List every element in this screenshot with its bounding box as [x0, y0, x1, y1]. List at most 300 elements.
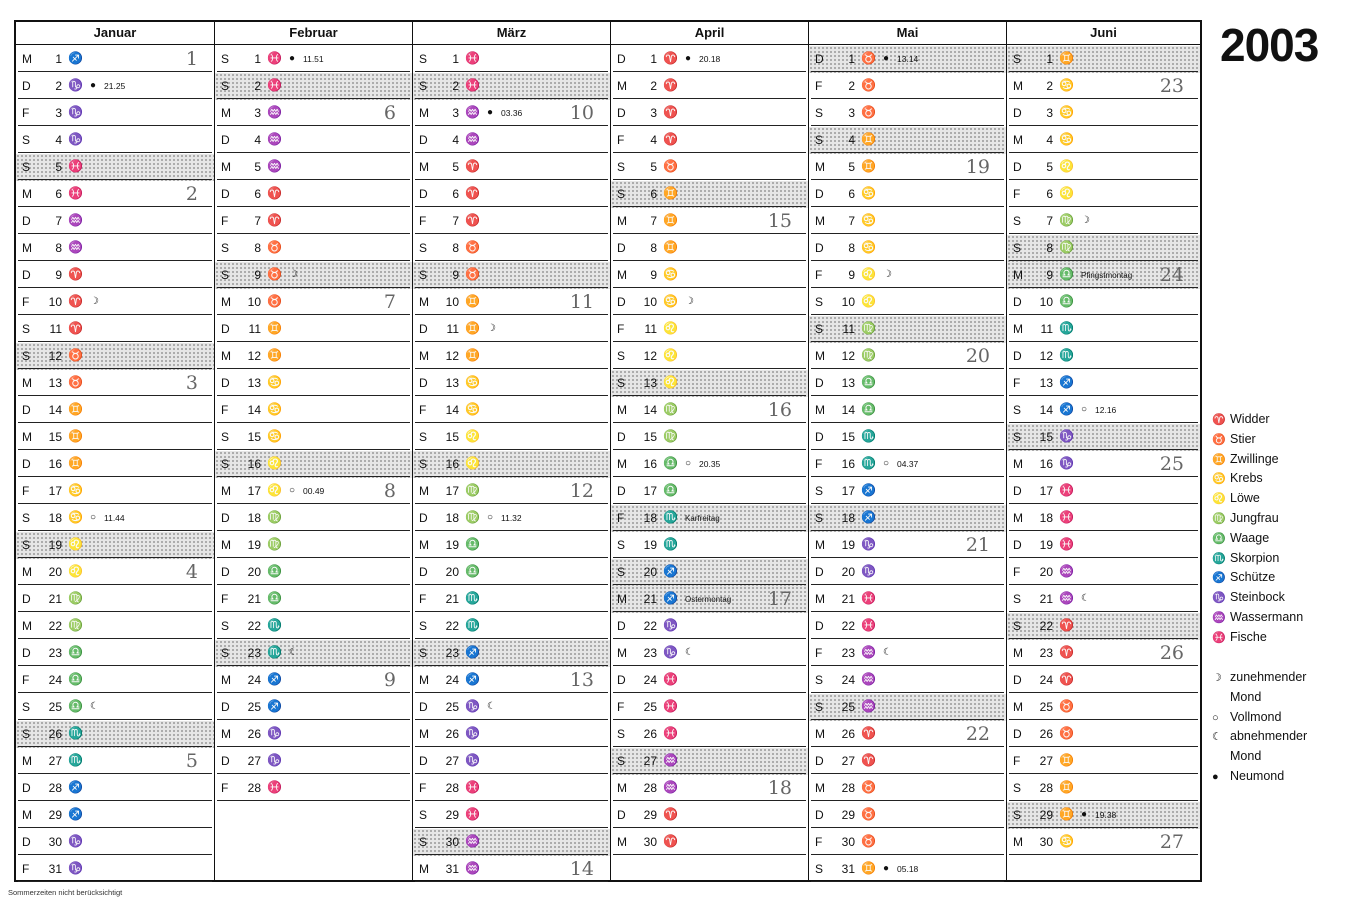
- zodiac-sign-icon: ♓: [1059, 483, 1074, 497]
- day-row[interactable]: [809, 73, 1006, 100]
- day-row[interactable]: [215, 559, 412, 586]
- day-row[interactable]: [16, 343, 214, 370]
- legend-label: Jungfrau: [1230, 510, 1279, 525]
- day-row[interactable]: [809, 748, 1006, 775]
- day-number: 11: [49, 322, 62, 336]
- day-row[interactable]: [809, 532, 1006, 559]
- weekday-letter: M: [22, 376, 32, 390]
- weekday-letter: S: [617, 538, 626, 552]
- day-row[interactable]: [413, 748, 610, 775]
- day-row[interactable]: [809, 667, 1006, 694]
- weekday-letter: M: [22, 808, 32, 822]
- zodiac-sign-icon: ♑: [267, 726, 282, 740]
- day-number: 2: [55, 79, 62, 93]
- day-row[interactable]: [809, 586, 1006, 613]
- day-row[interactable]: [16, 775, 214, 802]
- day-row[interactable]: [16, 46, 214, 73]
- zodiac-sign-icon: ♎: [68, 672, 83, 686]
- write-line: [1009, 314, 1198, 315]
- day-row[interactable]: [413, 46, 610, 73]
- day-row[interactable]: [809, 100, 1006, 127]
- day-row[interactable]: [413, 856, 610, 883]
- day-row[interactable]: [809, 775, 1006, 802]
- write-line: [1009, 665, 1198, 666]
- zodiac-sign-icon: ♈: [1059, 672, 1074, 686]
- day-number: 4: [650, 133, 657, 147]
- day-row[interactable]: [16, 289, 214, 316]
- day-number: 16: [841, 457, 855, 471]
- day-row[interactable]: [16, 856, 214, 883]
- day-row[interactable]: [809, 721, 1006, 748]
- weekday-letter: F: [419, 403, 427, 417]
- day-row[interactable]: [413, 667, 610, 694]
- zodiac-sign-icon: ♌: [1059, 159, 1074, 173]
- day-row[interactable]: [611, 640, 808, 667]
- weekday-letter: S: [221, 268, 230, 282]
- write-line: [1009, 260, 1198, 261]
- day-row[interactable]: [16, 505, 214, 532]
- day-row[interactable]: [1007, 397, 1200, 424]
- write-line: [613, 98, 806, 99]
- week-number: 5: [185, 750, 198, 772]
- day-row[interactable]: [16, 748, 214, 775]
- weekday-letter: D: [617, 673, 626, 687]
- day-row[interactable]: [1007, 721, 1200, 748]
- zodiac-sign-icon: ♋: [663, 294, 678, 308]
- day-row[interactable]: [215, 721, 412, 748]
- day-row[interactable]: [809, 208, 1006, 235]
- day-row[interactable]: [611, 73, 808, 100]
- day-row[interactable]: [611, 181, 808, 208]
- day-row[interactable]: [16, 451, 214, 478]
- week-number: 8: [383, 480, 396, 502]
- day-number: 6: [848, 187, 855, 201]
- day-row[interactable]: [215, 100, 412, 127]
- day-row[interactable]: [215, 289, 412, 316]
- day-row[interactable]: [1007, 775, 1200, 802]
- waning-moon-icon: ☾: [487, 701, 496, 712]
- day-row[interactable]: [809, 397, 1006, 424]
- legend-label: Steinbock: [1230, 590, 1285, 605]
- weekday-letter: D: [419, 187, 428, 201]
- write-line: [217, 449, 410, 450]
- day-row[interactable]: [1007, 316, 1200, 343]
- day-row[interactable]: [413, 451, 610, 478]
- day-row[interactable]: [611, 559, 808, 586]
- day-row[interactable]: [1007, 829, 1200, 856]
- day-row[interactable]: [611, 586, 808, 613]
- day-row[interactable]: [809, 802, 1006, 829]
- day-row[interactable]: [413, 424, 610, 451]
- day-row[interactable]: [1007, 613, 1200, 640]
- day-row[interactable]: [809, 46, 1006, 73]
- day-number: 1: [1046, 52, 1053, 66]
- day-row[interactable]: [16, 370, 214, 397]
- write-line: [811, 422, 1004, 423]
- day-row[interactable]: [413, 289, 610, 316]
- zodiac-sign-icon: ♎: [267, 564, 282, 578]
- day-row[interactable]: [1007, 235, 1200, 262]
- day-row[interactable]: [413, 829, 610, 856]
- day-row[interactable]: [1007, 667, 1200, 694]
- day-row[interactable]: [215, 613, 412, 640]
- write-line: [1009, 287, 1198, 288]
- write-line: [613, 233, 806, 234]
- day-row[interactable]: [413, 640, 610, 667]
- day-row[interactable]: [413, 586, 610, 613]
- write-line: [811, 260, 1004, 261]
- write-line: [18, 125, 212, 126]
- day-row[interactable]: [1007, 478, 1200, 505]
- zodiac-sign-icon: ♑: [68, 861, 83, 875]
- day-row[interactable]: [413, 73, 610, 100]
- day-number: 23: [643, 646, 657, 660]
- day-row[interactable]: [16, 532, 214, 559]
- day-row[interactable]: [16, 127, 214, 154]
- day-row[interactable]: [215, 532, 412, 559]
- day-row[interactable]: [413, 694, 610, 721]
- day-row[interactable]: [413, 154, 610, 181]
- zodiac-sign-icon: ♎: [861, 402, 876, 416]
- day-row[interactable]: [611, 451, 808, 478]
- write-line: [613, 341, 806, 342]
- zodiac-sign-icon: ♑: [663, 618, 678, 632]
- day-row[interactable]: [809, 235, 1006, 262]
- day-row[interactable]: [611, 46, 808, 73]
- day-row[interactable]: [809, 451, 1006, 478]
- zodiac-sign-icon: ♊: [861, 861, 876, 875]
- day-row[interactable]: [611, 316, 808, 343]
- weekday-letter: D: [617, 430, 626, 444]
- zodiac-sign-icon: ♓: [861, 618, 876, 632]
- day-row[interactable]: [1007, 802, 1200, 829]
- day-row[interactable]: [413, 316, 610, 343]
- day-number: 2: [848, 79, 855, 93]
- weekday-letter: F: [617, 322, 625, 336]
- day-row[interactable]: [1007, 694, 1200, 721]
- day-row[interactable]: [1007, 505, 1200, 532]
- day-row[interactable]: [611, 397, 808, 424]
- day-number: 18: [247, 511, 261, 525]
- day-row[interactable]: [611, 775, 808, 802]
- zodiac-sign-icon: ♒: [861, 645, 876, 659]
- day-row[interactable]: [611, 478, 808, 505]
- day-number: 8: [452, 241, 459, 255]
- zodiac-sign-icon: ♊: [1059, 753, 1074, 767]
- day-row[interactable]: [16, 694, 214, 721]
- legend-label: Fische: [1230, 629, 1267, 644]
- write-line: [415, 71, 608, 72]
- day-number: 17: [1039, 484, 1053, 498]
- day-row[interactable]: [413, 181, 610, 208]
- zodiac-sign-icon: ♉: [861, 780, 876, 794]
- day-row[interactable]: [1007, 748, 1200, 775]
- day-row[interactable]: [215, 748, 412, 775]
- day-row[interactable]: [809, 613, 1006, 640]
- day-number: 4: [452, 133, 459, 147]
- day-row[interactable]: [16, 478, 214, 505]
- day-row[interactable]: [16, 424, 214, 451]
- day-row[interactable]: [1007, 424, 1200, 451]
- day-row[interactable]: [16, 802, 214, 829]
- day-row[interactable]: [1007, 343, 1200, 370]
- day-number: 30: [1039, 835, 1053, 849]
- day-row[interactable]: [215, 46, 412, 73]
- day-row[interactable]: [16, 316, 214, 343]
- write-line: [1009, 341, 1198, 342]
- day-row[interactable]: [1007, 154, 1200, 181]
- day-row[interactable]: [1007, 46, 1200, 73]
- write-line: [415, 584, 608, 585]
- day-row[interactable]: [215, 505, 412, 532]
- day-row[interactable]: [215, 424, 412, 451]
- zodiac-sign-icon: ♈: [663, 78, 678, 92]
- day-row[interactable]: [1007, 370, 1200, 397]
- day-row[interactable]: [611, 505, 808, 532]
- day-row[interactable]: [809, 370, 1006, 397]
- zodiac-sign-icon: ♊: [663, 240, 678, 254]
- day-row[interactable]: [215, 451, 412, 478]
- day-row[interactable]: [215, 775, 412, 802]
- day-number: 4: [848, 133, 855, 147]
- write-line: [217, 287, 410, 288]
- day-number: 22: [48, 619, 62, 633]
- legend-item: [1212, 608, 1352, 628]
- day-number: 11: [1040, 322, 1053, 336]
- day-number: 16: [643, 457, 657, 471]
- day-row[interactable]: [16, 613, 214, 640]
- day-row[interactable]: [809, 262, 1006, 289]
- legend-item: [1212, 489, 1352, 509]
- day-row[interactable]: [611, 262, 808, 289]
- weekday-letter: D: [419, 376, 428, 390]
- weekday-letter: M: [617, 457, 627, 471]
- day-row[interactable]: [611, 802, 808, 829]
- day-row[interactable]: [215, 667, 412, 694]
- day-row[interactable]: [611, 721, 808, 748]
- day-row[interactable]: [16, 100, 214, 127]
- day-row[interactable]: [413, 613, 610, 640]
- day-row[interactable]: [215, 127, 412, 154]
- day-row[interactable]: [413, 262, 610, 289]
- day-row[interactable]: [809, 505, 1006, 532]
- zodiac-sign-icon: ♈: [267, 213, 282, 227]
- zodiac-sign-icon: ♉: [68, 348, 83, 362]
- day-row[interactable]: [611, 343, 808, 370]
- write-line: [18, 800, 212, 801]
- zodiac-sign-icon: ♋: [1059, 834, 1074, 848]
- day-row[interactable]: [215, 208, 412, 235]
- day-row[interactable]: [809, 127, 1006, 154]
- day-row[interactable]: [413, 721, 610, 748]
- day-row[interactable]: [611, 370, 808, 397]
- write-line: [1009, 530, 1198, 531]
- day-row[interactable]: [215, 694, 412, 721]
- day-row[interactable]: [215, 586, 412, 613]
- zodiac-sign-icon: ♎: [1059, 267, 1074, 281]
- day-number: 1: [848, 52, 855, 66]
- write-line: [217, 773, 410, 774]
- day-row[interactable]: [16, 181, 214, 208]
- day-row[interactable]: [1007, 586, 1200, 613]
- day-row[interactable]: [809, 856, 1006, 883]
- day-row[interactable]: [1007, 532, 1200, 559]
- write-line: [1009, 503, 1198, 504]
- day-row[interactable]: [611, 208, 808, 235]
- day-number: 29: [841, 808, 855, 822]
- write-line: [613, 476, 806, 477]
- week-number: 25: [1159, 453, 1184, 475]
- day-row[interactable]: [611, 667, 808, 694]
- day-number: 21: [48, 592, 62, 606]
- day-row[interactable]: [413, 775, 610, 802]
- day-row[interactable]: [1007, 181, 1200, 208]
- zodiac-sign-icon: ♊: [68, 429, 83, 443]
- day-row[interactable]: [611, 829, 808, 856]
- day-row[interactable]: [1007, 559, 1200, 586]
- day-row[interactable]: [16, 829, 214, 856]
- day-row[interactable]: [215, 478, 412, 505]
- day-row[interactable]: [413, 100, 610, 127]
- write-line: [1009, 449, 1198, 450]
- write-line: [217, 503, 410, 504]
- day-row[interactable]: [16, 559, 214, 586]
- day-row[interactable]: [413, 532, 610, 559]
- zodiac-sign-icon: ♓: [465, 78, 480, 92]
- day-row[interactable]: [215, 154, 412, 181]
- day-number: 23: [48, 646, 62, 660]
- day-row[interactable]: [1007, 640, 1200, 667]
- day-row[interactable]: [611, 694, 808, 721]
- day-row[interactable]: [1007, 73, 1200, 100]
- weekday-letter: S: [617, 349, 626, 363]
- day-row[interactable]: [611, 613, 808, 640]
- write-line: [18, 503, 212, 504]
- day-number: 13: [841, 376, 855, 390]
- weekday-letter: D: [221, 565, 230, 579]
- day-row[interactable]: [1007, 127, 1200, 154]
- day-row[interactable]: [1007, 100, 1200, 127]
- day-row[interactable]: [809, 694, 1006, 721]
- legend-item: [1212, 430, 1352, 450]
- legend-label: Neumond: [1230, 768, 1285, 783]
- day-row[interactable]: [16, 667, 214, 694]
- day-row[interactable]: [413, 127, 610, 154]
- aquarius-icon: ♒: [1212, 611, 1226, 624]
- day-row[interactable]: [1007, 451, 1200, 478]
- zodiac-sign-icon: ♒: [465, 861, 480, 875]
- day-row[interactable]: [215, 235, 412, 262]
- day-row[interactable]: [611, 100, 808, 127]
- day-row[interactable]: [16, 154, 214, 181]
- write-line: [1009, 800, 1198, 801]
- zodiac-sign-icon: ♐: [465, 645, 480, 659]
- zodiac-sign-icon: ♎: [267, 591, 282, 605]
- day-number: 7: [254, 214, 261, 228]
- day-row[interactable]: [413, 235, 610, 262]
- day-number: 8: [1046, 241, 1053, 255]
- day-row[interactable]: [809, 289, 1006, 316]
- day-row[interactable]: [809, 478, 1006, 505]
- day-number: 20: [643, 565, 657, 579]
- day-row[interactable]: [16, 73, 214, 100]
- day-row[interactable]: [413, 478, 610, 505]
- day-row[interactable]: [809, 559, 1006, 586]
- day-row[interactable]: [215, 370, 412, 397]
- week-number: 14: [569, 858, 594, 880]
- day-row[interactable]: [16, 586, 214, 613]
- write-line: [415, 206, 608, 207]
- weekday-letter: D: [617, 241, 626, 255]
- day-row[interactable]: [611, 748, 808, 775]
- weekday-letter: S: [419, 646, 428, 660]
- zodiac-sign-icon: ♈: [267, 186, 282, 200]
- day-row[interactable]: [611, 154, 808, 181]
- day-row[interactable]: [16, 640, 214, 667]
- day-row[interactable]: [1007, 262, 1200, 289]
- zodiac-sign-icon: ♑: [465, 726, 480, 740]
- day-row[interactable]: [413, 505, 610, 532]
- day-row[interactable]: [611, 532, 808, 559]
- day-row[interactable]: [413, 802, 610, 829]
- day-number: 5: [452, 160, 459, 174]
- day-row[interactable]: [215, 181, 412, 208]
- day-row[interactable]: [611, 424, 808, 451]
- day-row[interactable]: [215, 640, 412, 667]
- day-number: 31: [48, 862, 62, 876]
- day-row[interactable]: [809, 316, 1006, 343]
- day-number: 19: [445, 538, 459, 552]
- write-line: [613, 800, 806, 801]
- weekday-letter: D: [1013, 673, 1022, 687]
- day-row[interactable]: [809, 154, 1006, 181]
- day-row[interactable]: [413, 559, 610, 586]
- day-row[interactable]: [413, 208, 610, 235]
- write-line: [1009, 611, 1198, 612]
- day-number: 22: [445, 619, 459, 633]
- day-row[interactable]: [215, 343, 412, 370]
- day-row[interactable]: [611, 289, 808, 316]
- day-row[interactable]: [809, 343, 1006, 370]
- day-number: 13: [643, 376, 657, 390]
- day-row[interactable]: [16, 262, 214, 289]
- day-row[interactable]: [1007, 289, 1200, 316]
- day-row[interactable]: [16, 397, 214, 424]
- day-row[interactable]: [413, 397, 610, 424]
- day-row[interactable]: [215, 397, 412, 424]
- day-row[interactable]: [413, 370, 610, 397]
- day-row[interactable]: [16, 721, 214, 748]
- day-row[interactable]: [809, 181, 1006, 208]
- day-row[interactable]: [611, 127, 808, 154]
- day-row[interactable]: [215, 73, 412, 100]
- new-moon-icon: ●: [685, 53, 692, 64]
- day-row[interactable]: [215, 316, 412, 343]
- day-row[interactable]: [16, 235, 214, 262]
- zodiac-sign-icon: ♉: [267, 267, 282, 281]
- day-row[interactable]: [809, 640, 1006, 667]
- day-row[interactable]: [809, 424, 1006, 451]
- day-row[interactable]: [809, 829, 1006, 856]
- day-row[interactable]: [611, 235, 808, 262]
- day-row[interactable]: [215, 262, 412, 289]
- day-row[interactable]: [413, 343, 610, 370]
- day-row[interactable]: [1007, 208, 1200, 235]
- weekday-letter: F: [22, 106, 30, 120]
- weekday-letter: S: [419, 268, 428, 282]
- weekday-letter: S: [1013, 241, 1022, 255]
- day-row[interactable]: [16, 208, 214, 235]
